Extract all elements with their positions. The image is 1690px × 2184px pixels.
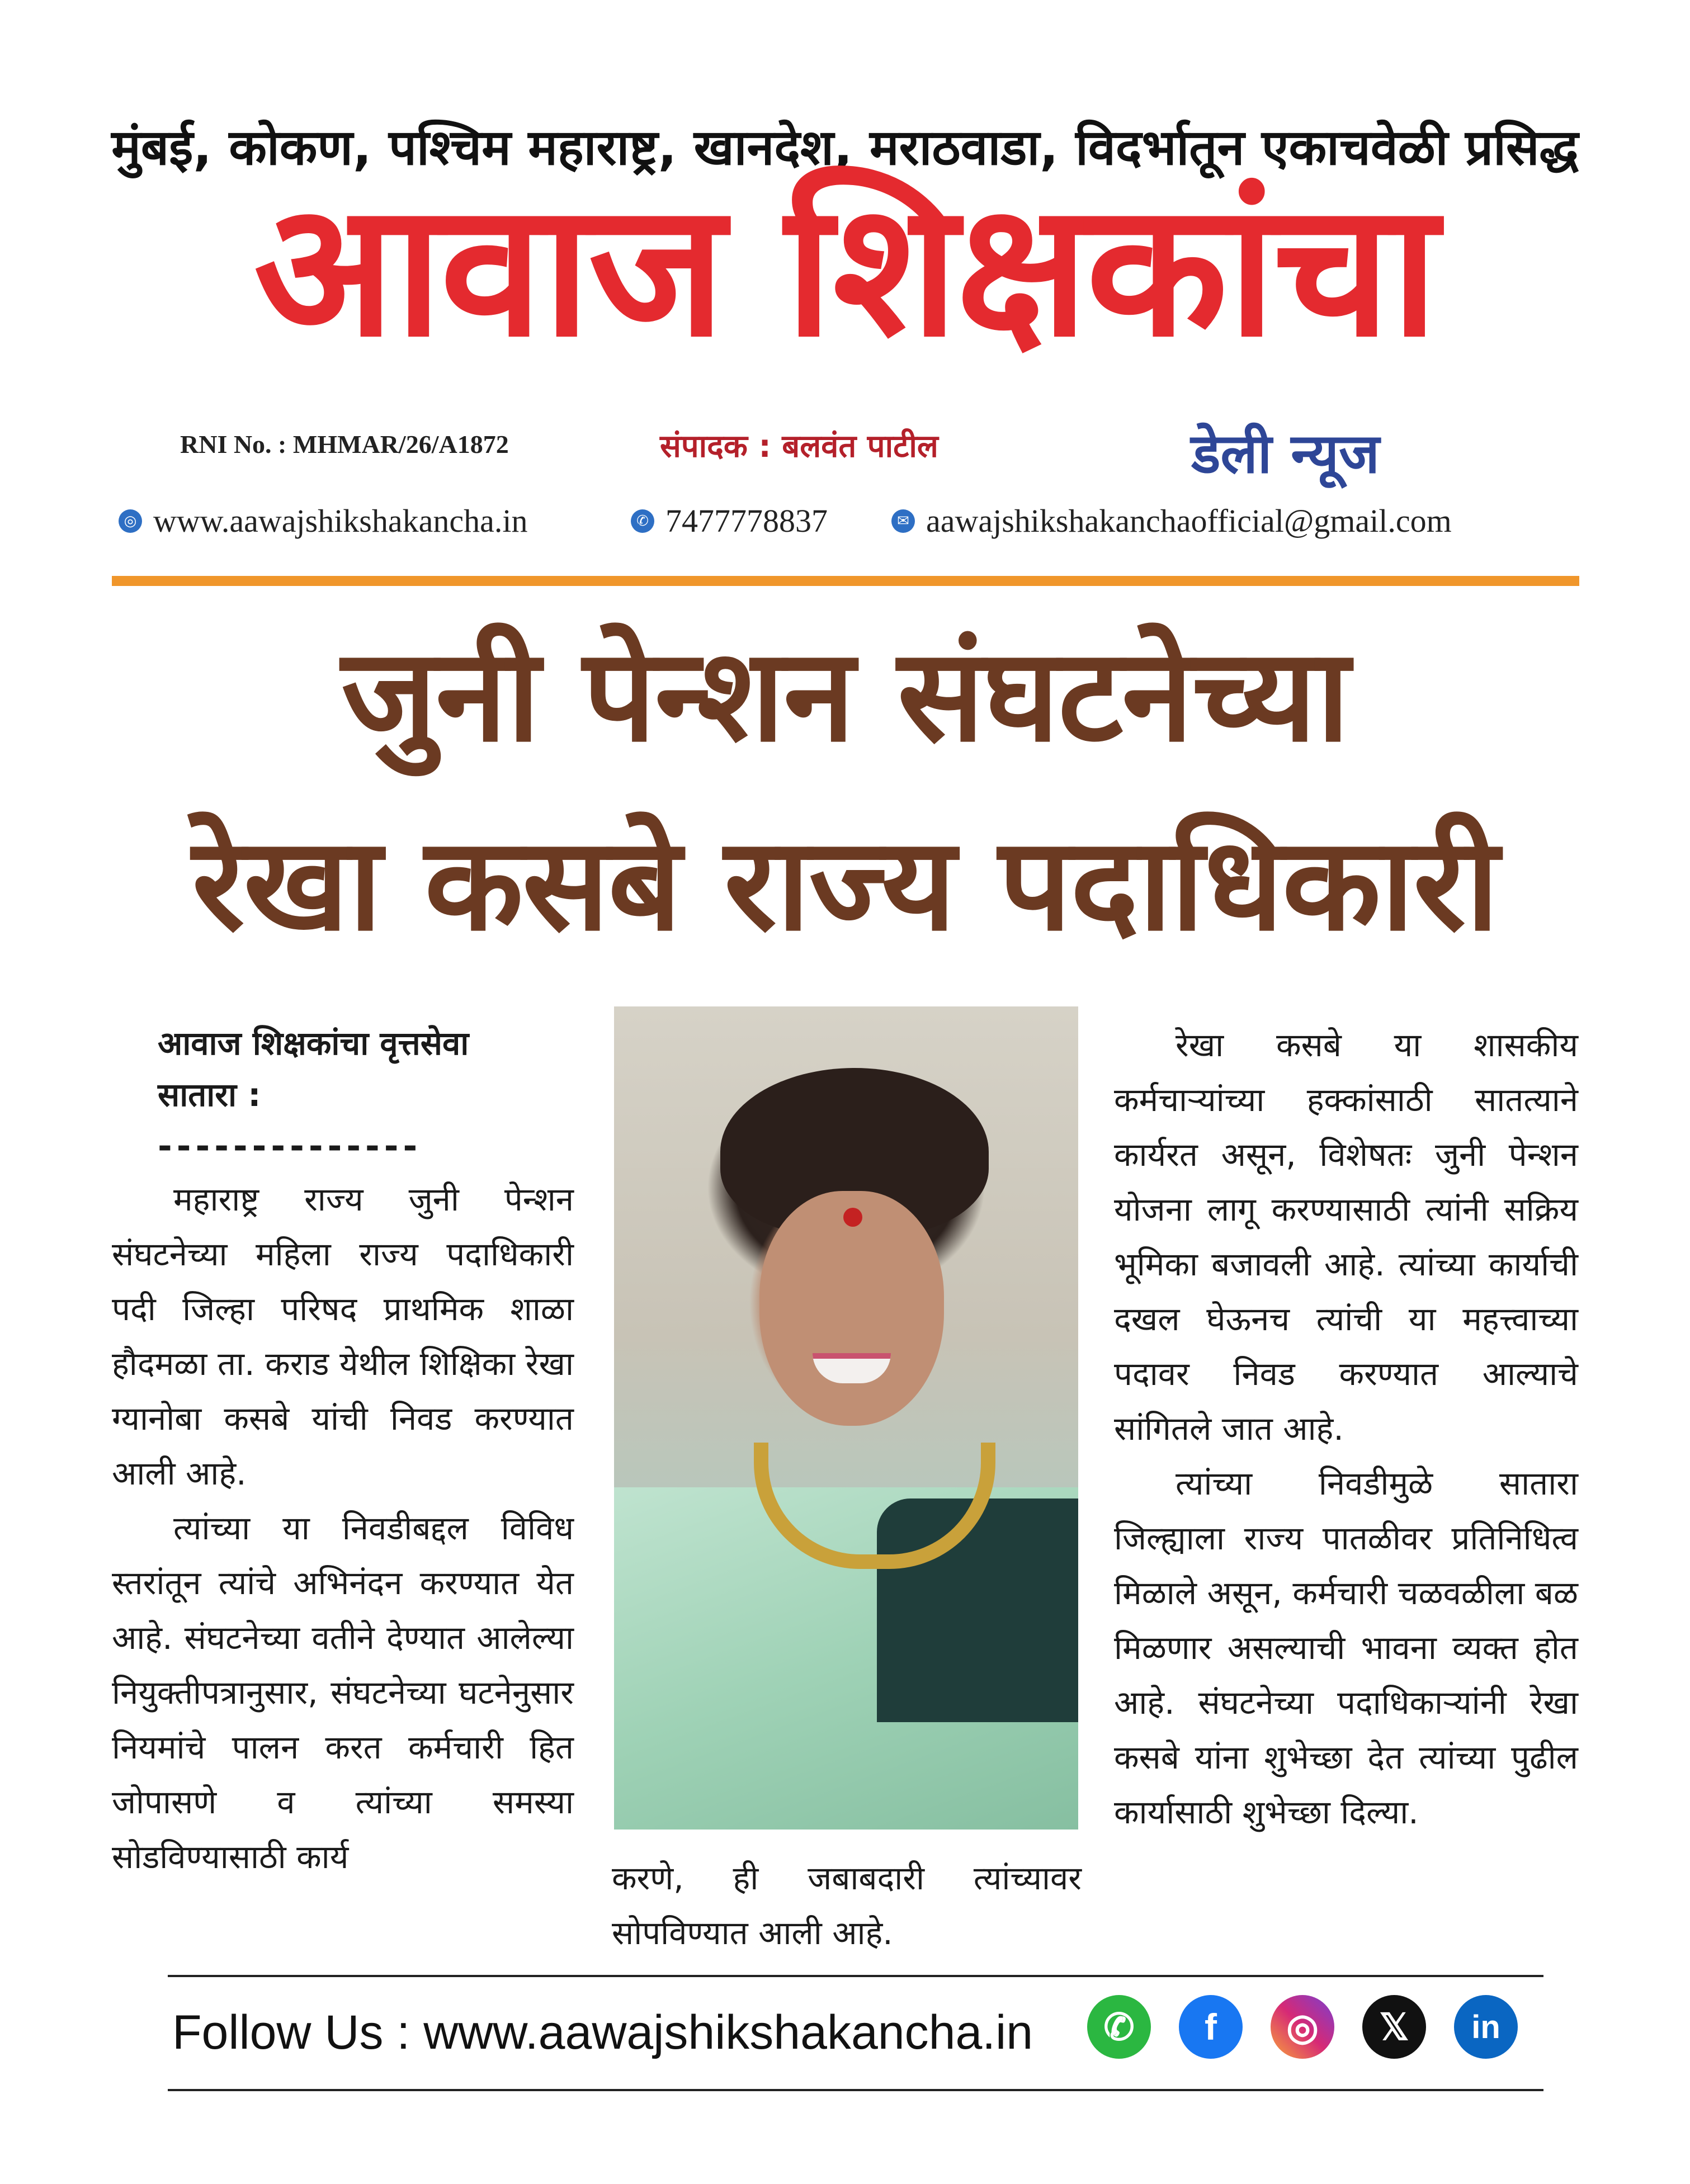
x-icon[interactable]: 𝕏 [1362,1995,1426,2059]
footer-top-rule [168,1975,1543,1977]
rni-number: RNI No. : MHMAR/26/A1872 [180,430,509,458]
byline-location: सातारा : [158,1076,261,1114]
headline-line-1: जुनी पेन्शन संघटनेच्या [341,621,1349,770]
whatsapp-icon[interactable]: ✆ [1087,1995,1151,2059]
masthead-title: आवाज शिक्षकांचा [253,163,1437,377]
column-3-paragraph-2: त्यांच्या निवडीमुळे सातारा जिल्ह्याला राज्य पातळीवर प्रतिनिधित्व मिळाले असून, कर्मचारी चळवळीला बळ मिळणार असल्याची भावना व्यक्त होत आहे. संघटनेच्या पदाधिकाऱ्यांनी रेखा कसबे यांना शुभेच्छा देत त्यांच्या पुढील कार्यासाठी शुभेच्छा दिल्या. [1114,1464,1578,1831]
phone-contact[interactable] [631,502,828,540]
facebook-icon[interactable]: f [1179,1995,1243,2059]
article-column-1 [112,1018,574,1884]
daily-news-label: डेली न्यूज [1191,422,1380,486]
email-text: aawajshikshakanchaofficial@gmail.com [926,503,1452,539]
phone-icon: ✆ [631,509,654,533]
headline-line-2: रेखा कसबे राज्य पदाधिकारी [192,810,1498,959]
phone-text: 7477778837 [665,503,828,539]
tagline: मुंबई, कोकण, पश्चिम महाराष्ट्र, खानदेश, मराठवाडा, विदर्भातून एकाचवेळी प्रसिद्ध [111,119,1579,176]
email-contact[interactable] [891,502,1452,540]
follow-us-link[interactable]: Follow Us : www.aawajshikshakancha.in [172,2006,1033,2059]
byline-separator: -------------- [158,1126,422,1166]
header-divider [112,576,1579,586]
website-text: www.aawajshikshakancha.in [153,503,528,539]
website-contact[interactable] [119,502,527,540]
globe-icon: ◎ [119,509,142,533]
photo-bindi [843,1208,862,1227]
editor-name: संपादक : बलवंत पाटील [660,428,938,465]
column-1-paragraph-2: त्यांच्या या निवडीबद्दल विविध स्तरांतून त्यांचे अभिनंदन करण्यात येत आहे. संघटनेच्या वतीने देण्यात आलेल्या नियुक्तीपत्रानुसार, संघटनेच्या घटनेनुसार नियमांचे पालन करत कर्मचारी हित जोपासणे व त्यांच्या समस्या सोडविण्यासाठी कार्य [112,1509,574,1876]
email-icon: ✉ [891,509,915,533]
instagram-icon[interactable]: ◎ [1271,1995,1334,2059]
column-2-paragraph-1: करणे, ही जबाबदारी त्यांच्यावर सोपविण्यात आली आहे. [612,1859,1082,1952]
column-3-paragraph-1: रेखा कसबे या शासकीय कर्मचाऱ्यांच्या हक्कांसाठी सातत्याने कार्यरत असून, विशेषतः जुनी पेन्शन योजना लागू करण्यासाठी त्यांनी सक्रिय भूमिका बजावली आहे. त्यांच्या कार्याची दखल घेऊनच त्यांची या महत्त्वाच्या पदावर निवड करण्यात आल्याचे सांगितले जात आहे. [1114,1026,1578,1448]
article-column-3 [1114,1018,1578,1840]
column-1-paragraph-1: महाराष्ट्र राज्य जुनी पेन्शन संघटनेच्या महिला राज्य पदाधिकारी पदी जिल्हा परिषद प्राथमिक शाळा हौदमळा ता. कराड येथील शिक्षिका रेखा ग्यानोबा कसबे यांची निवड करण्यात आली आहे. [112,1180,574,1492]
linkedin-icon[interactable]: in [1454,1995,1518,2059]
article-photo [614,1006,1078,1830]
byline-agency: आवाज शिक्षकांचा वृत्तसेवा [158,1024,469,1062]
article-column-2 [612,1851,1082,1960]
footer-bottom-rule [168,2089,1543,2091]
